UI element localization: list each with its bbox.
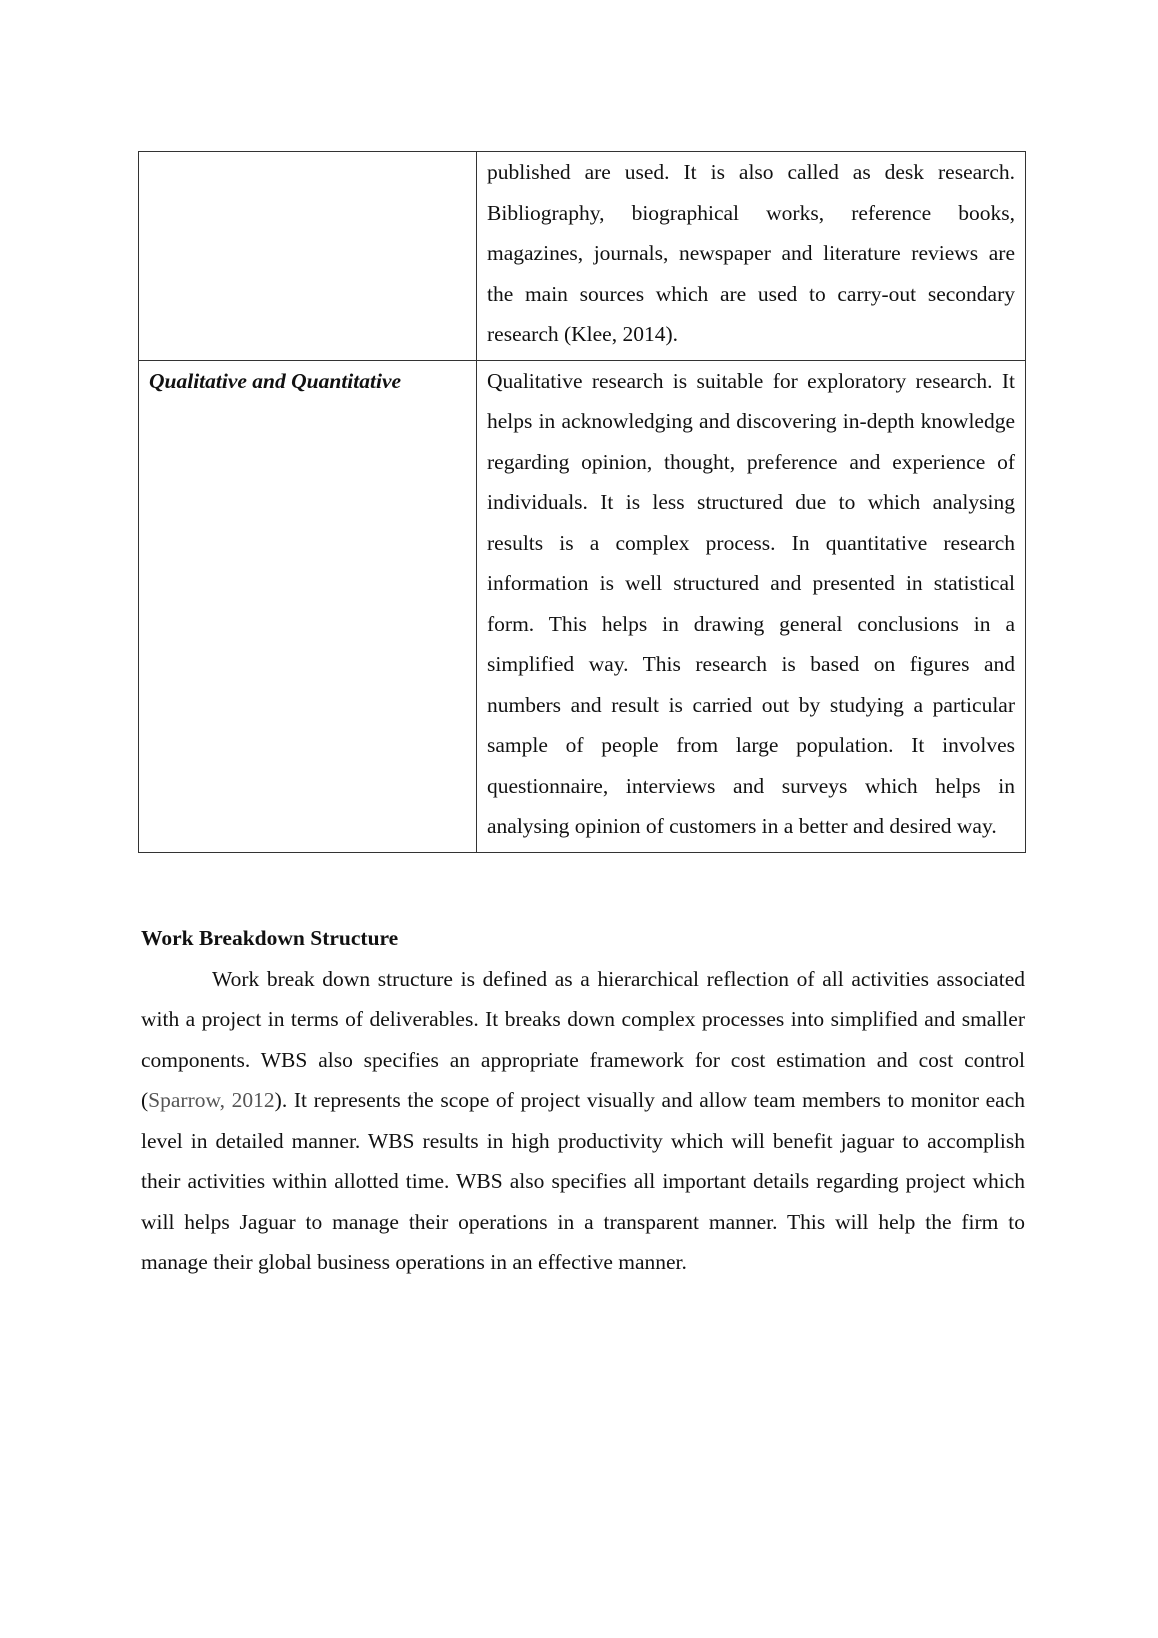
table-cell-label [139, 360, 477, 852]
wbs-section [141, 918, 1025, 1283]
paragraph-text-1: Work break down structure is defined as a hierarchical reflection of all activities associated with a project in terms of deliverables. It breaks down complex processes into simplified and smaller components. WBS also specifies an appropriate framework for cost estimation and cost control ( [141, 966, 1025, 1112]
table-cell-description [477, 360, 1026, 852]
section-paragraph [141, 959, 1025, 1283]
row-description: Qualitative research is suitable for exploratory research. It helps in acknowledging and discovering in-depth knowledge regarding opinion, thought, preference and experience of individuals. It is less structured due to which analysing results is a complex process. In quantitative research information is well structured and presented in statistical form. This helps in drawing general conclusions in a simplified way. This research is based on figures and numbers and result is carried out by studying a particular sample of people from large population. It involves questionnaire, interviews and surveys which helps in analysing opinion of customers in a better and desired way. [487, 368, 1015, 838]
paragraph-text-2: ). It represents the scope of project visually and allow team members to monitor each level in detailed manner. WBS results in high productivity which will benefit jaguar to accomplish their activities within allotted time. WBS also specifies all important details regarding project which will helps Jaguar to manage their operations in a transparent manner. This will help the firm to manage their global business operations in an effective manner. [141, 1088, 1026, 1274]
row-description: published are used. It is also called as desk research. Bibliography, biographical works, reference books, magazines, journals, newspaper and literature reviews are the main sources which are used to carry-out secondary research (Klee, 2014). [487, 160, 1015, 346]
research-methods-table [138, 151, 1026, 853]
table-cell-description [477, 152, 1026, 361]
row-label: Qualitative and Quantitative [149, 368, 402, 393]
table-row [139, 152, 1026, 361]
table-row [139, 360, 1026, 852]
table-cell-label [139, 152, 477, 361]
citation: Sparrow, 2012 [148, 1088, 275, 1112]
section-heading: Work Breakdown Structure [141, 926, 399, 950]
